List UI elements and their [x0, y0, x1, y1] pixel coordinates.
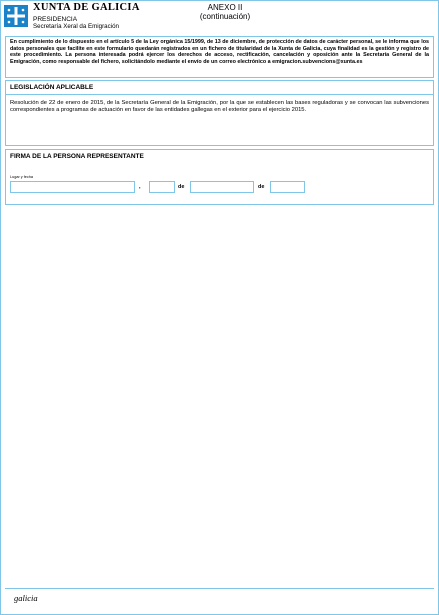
annex-title: ANEXO II: [207, 3, 243, 12]
legislation-text: Resolución de 22 de enero de 2015, de la Secretaría General de la Emigración, por la que se establecen las bases reguladoras y se convocan las subvenciones correspondientes a programas de actuación en favor de las entidades gallegas en el exterior para el ejercicio 2015.: [10, 100, 429, 113]
place-input[interactable]: [10, 181, 135, 193]
privacy-notice-text: En cumplimiento de lo dispuesto en el artículo 5 de la Ley orgánica 15/1999, de 13 de diciembre, de protección de datos de carácter personal, se le informa que los datos personales que facilite en este formulario quedarán registrados en un fichero de titularidad de la Xunta de Galicia, cuya finalidad es la gestión y registro de este procedimiento. La persona interesada podrá ejercer los derechos de acceso, rectificación, cancelación y oposición ante la Secretaría General de la Emigración, como responsable del fichero, solicitándolo mediante el envío de un correo electrónico a emigracion.subvencions@xunta.es: [10, 39, 429, 65]
annex-heading: [190, 3, 260, 21]
year-input[interactable]: [270, 181, 305, 193]
org-name: XUNTA DE GALICIA: [33, 2, 140, 13]
month-input[interactable]: [190, 181, 254, 193]
org-heading: [33, 3, 140, 30]
place-date-label: Lugar y fecha: [10, 175, 34, 179]
legislation-section: [5, 80, 434, 146]
privacy-notice-box: [5, 36, 434, 78]
signature-title: FIRMA DE LA PERSONA REPRESENTANTE: [10, 153, 144, 160]
annex-subtitle: (continuación): [199, 12, 251, 21]
day-input[interactable]: [149, 181, 175, 193]
secretariat-label: Secretaría Xeral da Emigración: [33, 23, 119, 30]
de-separator-1: de: [178, 184, 185, 190]
xunta-logo-icon: [4, 5, 28, 27]
comma-separator: ,: [139, 184, 141, 190]
legislation-title: LEGISLACIÓN APLICABLE: [6, 81, 433, 95]
de-separator-2: de: [258, 184, 265, 190]
presidency-label: PRESIDENCIA: [33, 15, 78, 23]
signature-section: [5, 149, 434, 205]
footer-divider: [5, 588, 434, 589]
galicia-brand-logo: galicia: [14, 593, 38, 603]
